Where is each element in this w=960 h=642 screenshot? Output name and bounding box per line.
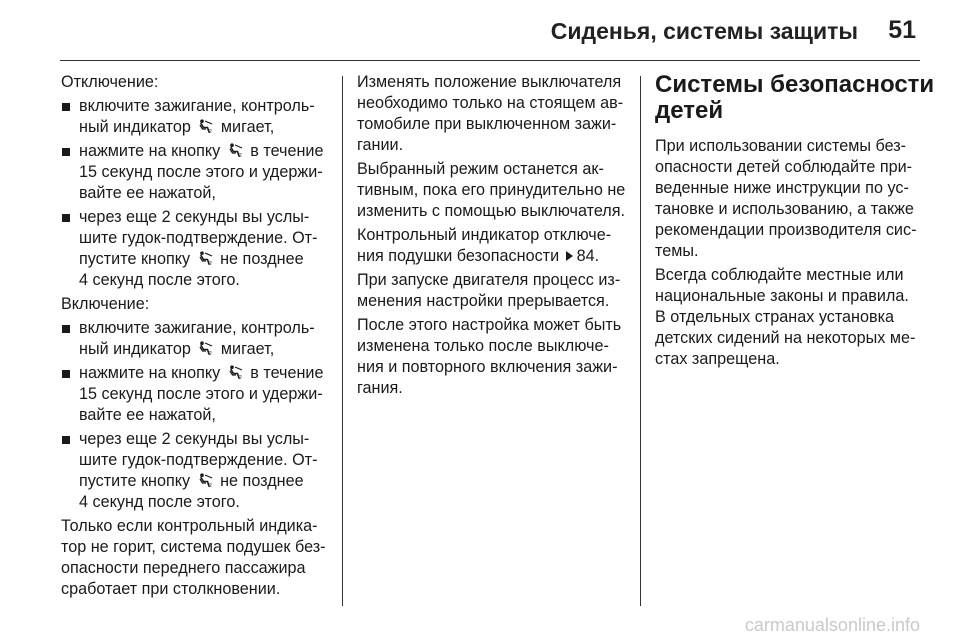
- heading-line: Системы безопасности: [655, 71, 935, 98]
- text-line: тивным, пока его принудительно не: [357, 181, 626, 199]
- on-step-1: [61, 318, 331, 360]
- header-divider: [60, 60, 920, 61]
- airbag-off-icon: [197, 473, 214, 488]
- paragraph-child-safety: [655, 136, 925, 262]
- text-fragment: мигает,: [220, 340, 275, 358]
- text-line: томобиле при выключенном зажи-: [357, 115, 617, 133]
- text-line: После этого настройка может быть: [357, 316, 622, 334]
- column-divider-1: [342, 76, 343, 606]
- bullet-icon: [62, 148, 70, 156]
- paragraph-after-change: [357, 315, 629, 399]
- page-header: [0, 0, 960, 60]
- text-line: стах запрещена.: [655, 350, 780, 368]
- on-heading: Включение:: [61, 295, 150, 313]
- text-line: В отдельных странах установка: [655, 308, 895, 326]
- note-paragraph: [61, 516, 331, 600]
- text-line: ния и повторного включения зажи-: [357, 358, 618, 376]
- text-line: При использовании системы без-: [655, 137, 907, 155]
- paragraph-engine-start: [357, 270, 629, 312]
- text-fragment: не позднее: [220, 472, 304, 490]
- off-step-3: [61, 207, 331, 291]
- text-fragment: пустите кнопку: [79, 250, 191, 268]
- text-line: менения настройки прерывается.: [357, 292, 610, 310]
- column-divider-2: [640, 76, 641, 606]
- text-line: опасности детей соблюдайте при-: [655, 158, 913, 176]
- text-fragment: ный индикатор: [79, 118, 191, 136]
- text-line: национальные законы и правила.: [655, 287, 909, 305]
- text-fragment: нажмите на кнопку: [79, 142, 221, 160]
- text-line: Всегда соблюдайте местные или: [655, 266, 904, 284]
- text-line: опасности переднего пассажира: [61, 559, 306, 577]
- text-fragment: ный индикатор: [79, 340, 191, 358]
- text-line: рекомендации производителя сис-: [655, 221, 917, 239]
- text-fragment: ния подушки безопасности: [357, 247, 560, 265]
- text-fragment: в течение: [250, 142, 324, 160]
- paragraph-indicator-reference: [357, 225, 629, 267]
- text-line: необходимо только на стоящем ав-: [357, 94, 624, 112]
- text-line: темы.: [655, 242, 699, 260]
- off-step-1: [61, 96, 331, 138]
- paragraph-local-laws: [655, 265, 925, 370]
- text-line: 15 секунд после этого и удержи-: [79, 163, 323, 181]
- off-heading: Отключение:: [61, 73, 159, 91]
- text-line: вайте ее нажатой,: [79, 406, 216, 424]
- text-line: включите зажигание, контроль-: [79, 319, 315, 337]
- text-line: сработает при столкновении.: [61, 580, 281, 598]
- column-3: [655, 71, 935, 373]
- text-line: веденные ниже инструкции по ус-: [655, 179, 909, 197]
- text-line: шите гудок-подтверждение. От-: [79, 451, 318, 469]
- section-heading: [655, 71, 935, 124]
- page-reference-icon: [566, 251, 573, 261]
- bullet-icon: [62, 214, 70, 222]
- text-fragment: не позднее: [220, 250, 304, 268]
- page-number: 51: [888, 16, 916, 44]
- airbag-off-icon: [197, 251, 214, 266]
- airbag-off-icon: [197, 341, 214, 356]
- text-line: шите гудок-подтверждение. От-: [79, 229, 318, 247]
- text-line: гания.: [357, 379, 403, 397]
- text-line: включите зажигание, контроль-: [79, 97, 315, 115]
- bullet-icon: [62, 436, 70, 444]
- text-fragment: нажмите на кнопку: [79, 364, 221, 382]
- text-line: Только если контрольный индика-: [61, 517, 318, 535]
- text-line: тор не горит, система подушек без-: [61, 538, 326, 556]
- page-title: Сиденья, системы защиты: [550, 18, 858, 44]
- text-line: 15 секунд после этого и удержи-: [79, 385, 323, 403]
- bullet-icon: [62, 370, 70, 378]
- text-line: через еще 2 секунды вы услы-: [79, 430, 310, 448]
- bullet-icon: [62, 325, 70, 333]
- heading-line: детей: [655, 97, 724, 124]
- text-line: 4 секунд после этого.: [79, 271, 240, 289]
- text-line: детских сидений на некоторых ме-: [655, 329, 916, 347]
- paragraph-switch-position: [357, 72, 629, 156]
- text-line: 4 секунд после этого.: [79, 493, 240, 511]
- airbag-off-icon: [227, 365, 244, 380]
- airbag-off-icon: [197, 119, 214, 134]
- text-fragment: мигает,: [220, 118, 275, 136]
- text-fragment: в течение: [250, 364, 324, 382]
- text-line: вайте ее нажатой,: [79, 184, 216, 202]
- text-fragment: пустите кнопку: [79, 472, 191, 490]
- column-1: [61, 72, 331, 603]
- bullet-icon: [62, 103, 70, 111]
- on-step-3: [61, 429, 331, 513]
- text-line: через еще 2 секунды вы услы-: [79, 208, 310, 226]
- column-2: [357, 72, 629, 402]
- paragraph-mode-active: [357, 159, 629, 222]
- text-line: Выбранный режим останется ак-: [357, 160, 604, 178]
- text-line: изменить с помощью выключателя.: [357, 202, 626, 220]
- on-step-2: [61, 363, 331, 426]
- text-line: При запуске двигателя процесс из-: [357, 271, 621, 289]
- airbag-off-icon: [227, 143, 244, 158]
- text-line: гании.: [357, 136, 404, 154]
- text-line: Контрольный индикатор отключе-: [357, 226, 612, 244]
- text-line: тановке и использованию, а также: [655, 200, 914, 218]
- text-line: Изменять положение выключателя: [357, 73, 622, 91]
- page-reference-link[interactable]: 84.: [576, 247, 600, 265]
- off-step-2: [61, 141, 331, 204]
- watermark: carmanualsonline.info: [744, 615, 920, 635]
- text-line: изменена только после выключе-: [357, 337, 609, 355]
